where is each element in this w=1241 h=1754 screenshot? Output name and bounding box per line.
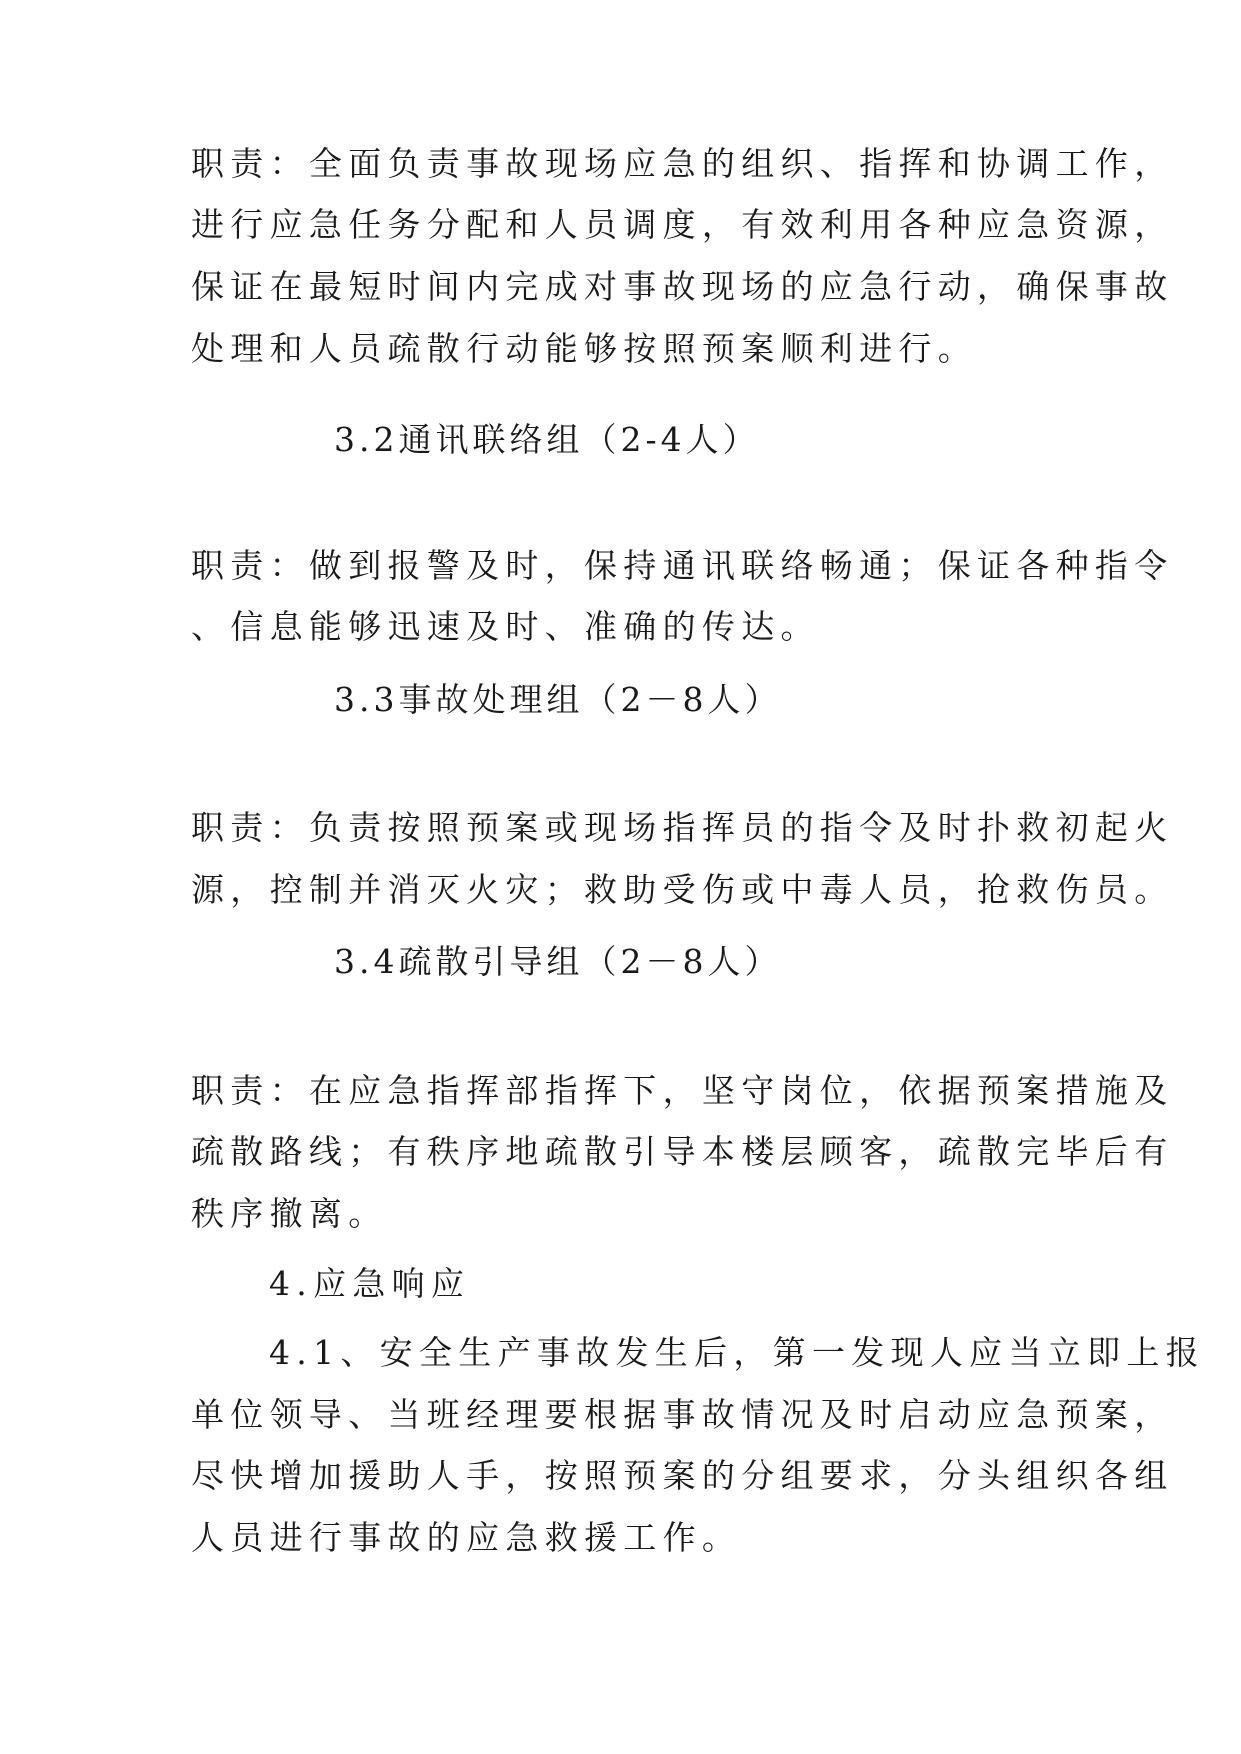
paragraph-line: 职责：做到报警及时，保持通讯联络畅通；保证各种指令 <box>191 546 1174 585</box>
paragraph-line: 疏散路线；有秩序地疏散引导本楼层顾客，疏散完毕后有 <box>191 1132 1174 1171</box>
paragraph-line: 单位领导、当班经理要根据事故情况及时启动应急预案， <box>191 1395 1174 1434</box>
paragraph-line: 秩序撤离。 <box>191 1194 388 1233</box>
paragraph-line: 尽快增加援助人手，按照预案的分组要求，分头组织各组 <box>191 1456 1174 1495</box>
paragraph-line: 人员进行事故的应急救援工作。 <box>191 1518 742 1557</box>
paragraph-line: 源，控制并消灭火灾；救助受伤或中毒人员，抢救伤员。 <box>191 870 1174 909</box>
paragraph-line: 处理和人员疏散行动能够按照预案顺利进行。 <box>191 329 977 368</box>
section-heading-3-2: 3.2通讯联络组（2-4人） <box>334 420 760 459</box>
section-heading-3-3: 3.3事故处理组（2－8人） <box>334 680 782 719</box>
paragraph-line: 职责：全面负责事故现场应急的组织、指挥和协调工作， <box>191 144 1174 183</box>
paragraph-line: 、信息能够迅速及时、准确的传达。 <box>191 607 820 646</box>
paragraph-line: 职责：在应急指挥部指挥下，坚守岗位，依据预案措施及 <box>191 1071 1174 1110</box>
paragraph-line: 职责：负责按照预案或现场指挥员的指令及时扑救初起火 <box>191 808 1174 847</box>
paragraph-line: 保证在最短时间内完成对事故现场的应急行动，确保事故 <box>191 267 1174 306</box>
section-title-4: 4.应急响应 <box>269 1264 471 1303</box>
paragraph-line: 4.1、安全生产事故发生后，第一发现人应当立即上报 <box>269 1333 1205 1372</box>
paragraph-line: 进行应急任务分配和人员调度，有效利用各种应急资源， <box>191 205 1174 244</box>
section-heading-3-4: 3.4疏散引导组（2－8人） <box>334 942 782 981</box>
